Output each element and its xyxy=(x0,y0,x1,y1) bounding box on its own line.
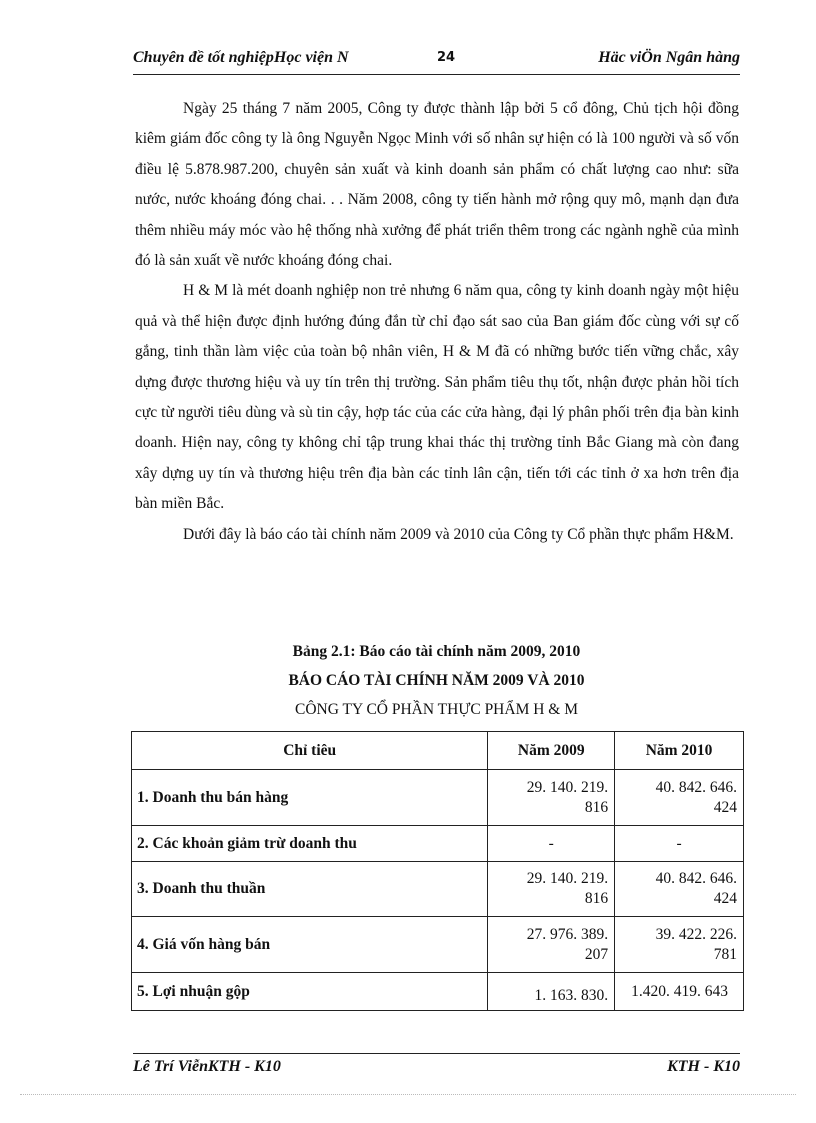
row-label: 2. Các khoản giảm trừ doanh thu xyxy=(132,826,488,862)
paragraph-company-founding: Ngày 25 tháng 7 năm 2005, Công ty được thành lập bởi 5 cổ đông, Chủ tịch hội đồng kiêm giám đốc công ty là ông Nguyễn Ngọc Minh với số nhân sự hiện có là 100 người và số vốn điều lệ 5.878.987.200, chuyên sản xuất và kinh doanh sản phẩm có chất lượng cao như: sữa nước, nước khoáng đóng chai. . . Năm 2008, công ty tiến hành mở rộng quy mô, mạnh dạn đưa thêm nhiều máy móc vào hệ thống nhà xưởng để phát triển thêm trong các ngành nghề của mình đó là sản xuất về nước khoáng đóng chai. xyxy=(135,100,739,270)
row-label: 5. Lợi nhuận gộp xyxy=(132,973,488,1011)
row-label: 4. Giá vốn hàng bán xyxy=(132,917,488,973)
value-2009 xyxy=(488,770,615,826)
value-2009-line1: 29. 140. 219. xyxy=(526,778,609,796)
header-year-2009: Năm 2009 xyxy=(488,732,615,770)
value-2010 xyxy=(615,770,744,826)
table-header-row xyxy=(132,732,744,770)
paragraph-report-intro: Dưới đây là báo cáo tài chính năm 2009 và 2010 của Công ty Cổ phần thực phẩm H&M. xyxy=(183,525,734,543)
table-row xyxy=(132,862,744,917)
paragraph-company-progress: H & M là mét doanh nghiệp non trẻ nhưng 6 năm qua, công ty kinh doanh ngày một hiệu quả và thể hiện được định hướng đúng đắn từ chỉ đạo sát sao của Ban giám đốc cùng với sự cố gắng, tinh thần làm việc của toàn bộ nhân viên, H & M đã có những bước tiến vững chắc, xây dựng được thương hiệu và uy tín trên thị trường. Sản phẩm tiêu thụ tốt, nhận được phản hồi tích cực từ người tiêu dùng và sù tin cậy, hợp tác của các cửa hàng, đại lý phân phối trên địa bàn kinh doanh. Hiện nay, công ty không chỉ tập trung khai thác thị trường tỉnh Bắc Giang mà còn đang xây dựng uy tín và thương hiệu trên địa bàn các tỉnh lân cận, tiến tới các tỉnh ở xa hơn trên địa bàn miền Bắc. xyxy=(135,282,739,513)
value-2010-line1: 40. 842. 646. xyxy=(655,778,737,796)
body-text xyxy=(135,94,739,550)
footer-author: Lê Trí ViễnKTH - K10 xyxy=(133,1058,281,1075)
value-2010-line2: 781 xyxy=(713,945,737,963)
table-row xyxy=(132,973,744,1011)
value-2010-line1: 39. 422. 226. xyxy=(655,925,737,943)
header-right-title: Häc viÖn Ngân hàng xyxy=(598,49,740,66)
value-2009-line1: 29. 140. 219. xyxy=(526,870,609,887)
report-title: BÁO CÁO TÀI CHÍNH NĂM 2009 VÀ 2010 xyxy=(288,672,585,689)
value-2010 xyxy=(615,917,744,973)
value-2009 xyxy=(488,917,615,973)
page-header xyxy=(133,47,740,73)
value-2010: - xyxy=(615,826,744,862)
table-row xyxy=(132,770,744,826)
value-2009-line2: 207 xyxy=(584,945,609,963)
page-number: 24 xyxy=(437,50,456,65)
header-indicator: Chỉ tiêu xyxy=(132,732,488,770)
value-2009: - xyxy=(488,826,615,862)
table-caption: Bảng 2.1: Báo cáo tài chính năm 2009, 2010 xyxy=(292,643,581,660)
value-2010-line1: 40. 842. 646. xyxy=(655,870,737,887)
footer-class: KTH - K10 xyxy=(667,1058,740,1075)
page-bottom-dotted-line xyxy=(20,1094,796,1095)
table-row xyxy=(132,826,744,862)
company-name: CÔNG TY CỔ PHẦN THỰC PHẨM H & M xyxy=(294,701,579,718)
table-row xyxy=(132,917,744,973)
value-2009-line2: 816 xyxy=(584,890,609,907)
value-2009: 1. 163. 830. xyxy=(488,973,615,1011)
value-2010-line2: 424 xyxy=(713,798,737,816)
value-2009-line2: 816 xyxy=(584,798,609,816)
row-label: 1. Doanh thu bán hàng xyxy=(132,770,488,826)
value-2010-line2: 424 xyxy=(713,890,737,907)
financial-report-table xyxy=(131,731,744,1011)
footer-rule xyxy=(133,1053,740,1054)
header-left-title: Chuyên đề tốt nghiệpHọc viện N xyxy=(133,49,349,66)
header-rule xyxy=(133,74,740,75)
value-2009 xyxy=(488,862,615,917)
row-label: 3. Doanh thu thuần xyxy=(132,862,488,917)
header-year-2010: Năm 2010 xyxy=(615,732,744,770)
value-2010: 1.420. 419. 643 xyxy=(615,973,744,1011)
value-2009-line1: 27. 976. 389. xyxy=(526,925,609,943)
table-captions xyxy=(133,637,740,724)
value-2010 xyxy=(615,862,744,917)
